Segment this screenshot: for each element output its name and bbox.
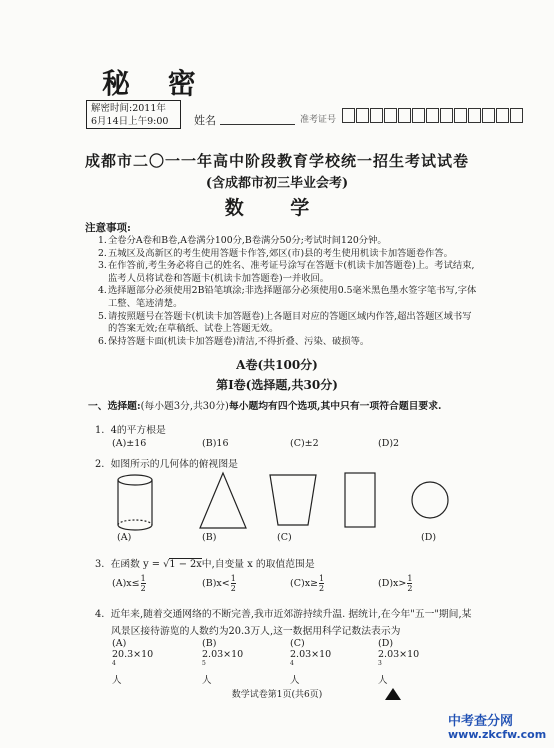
option-d: (D) 2.03×10 $^3$ 人 (378, 638, 420, 687)
declass-line-2: 6月14日上午9:00 (91, 116, 169, 127)
option-d: (D) x > 1 2 (378, 574, 413, 593)
exam-subtitle: (含成都市初三毕业会考) (205, 176, 349, 191)
triangle-marker-icon (385, 688, 401, 700)
watermark-url[interactable]: www.zkcfw.com (448, 728, 547, 741)
question-1: 1. 4的平方根是 (95, 425, 166, 436)
option-c: (C) x ≥ $\frac{1}{2}$ (290, 574, 325, 593)
note-item: 1. 全卷分A卷和B卷,A卷满分100分,B卷满分50分;考试时间120分钟。 (98, 235, 387, 246)
option-a: (A)±16 (112, 438, 147, 449)
option-c: (C) 2.03×10 $^4$ 人 (290, 638, 332, 687)
subject-title: 数 学 (224, 197, 330, 219)
question-4-options (112, 638, 419, 686)
declass-line-1: 解密时间:2011年 (91, 103, 166, 114)
figure-label-c: (C) (277, 532, 292, 543)
figure-label-d: (D) (421, 532, 437, 543)
secret-mark: 秘 密 (102, 67, 210, 100)
trapezoid-figure (270, 475, 316, 525)
section-a-title: A卷(共100分) (236, 358, 318, 372)
sqrt-expression: √1 − 2x (163, 559, 202, 570)
option-a: (A) x ≤ $\frac{1}{2}$ (112, 574, 146, 593)
name-label: 姓名 (194, 114, 216, 127)
rectangle-figure (345, 473, 375, 527)
question-3-options (112, 574, 412, 593)
triangle-figure (200, 473, 246, 528)
part-one-heading: 一、选择题:(每小题3分,共30分)每小题均有四个选项,其中只有一项符合题目要求. (88, 401, 442, 412)
id-number-boxes (342, 108, 524, 123)
figure-label-b: (B) (202, 532, 217, 543)
question-1-options (112, 438, 399, 449)
option-b: (B) x < 1 2 (202, 574, 236, 593)
question-4: 4. 近年来,随着交通网络的不断完善,我市近郊游持续升温. 据统计,在今年"五一"期间,某 风景区接待游览的人数约为20.3万人,这一数据用科学记数法表示为 (95, 609, 472, 637)
note-item: 3. 在作答前,考生务必将自己的姓名、准考证号涂写在答题卡(机读卡加答题卷)上。考试结束,监考人员将试卷和答题卡(机读卡加答题卷)一并收回。 (98, 260, 475, 284)
notes-heading: 注意事项: (85, 222, 131, 234)
section-one-title: 第Ⅰ卷(选择题,共30分) (216, 378, 338, 392)
declassification-box (86, 100, 181, 129)
circle-figure (412, 482, 448, 518)
figure-label-a: (A) (117, 532, 132, 543)
note-item: 5. 请按照题号在答题卡(机读卡加答题卷)上各题目对应的答题区域内作答,超出答题区域书写的答案无效;在草稿纸、试卷上答题无效。 (98, 310, 472, 335)
page-footer: 数学试卷第1页(共6页) (231, 690, 323, 700)
option-c: (C)±2 (290, 438, 319, 449)
cylinder-figure (118, 475, 152, 530)
question-2-figures (110, 470, 470, 540)
notes-list (98, 235, 478, 348)
question-2: 2. 如图所示的几何体的俯视图是 (95, 459, 238, 470)
option-d: (D)2 (378, 438, 400, 449)
option-b: (B)16 (202, 438, 229, 449)
option-a: (A) 20.3×10 $^4$ 人 (112, 638, 154, 687)
watermark-title: 中考查分网 (448, 714, 514, 729)
note-item: 6. 保持答题卡面(机读卡加答题卷)清洁,不得折叠、污染、破损等。 (98, 335, 370, 347)
note-item: 4. 选择题部分必须使用2B铅笔填涂;非选择题部分必须使用0.5毫米黑色墨水签字笔书写,字体工整、笔迹清楚。 (98, 285, 477, 309)
name-line (220, 124, 295, 125)
exam-title: 成都市二〇一一年高中阶段教育学校统一招生考试试卷 (84, 152, 469, 170)
option-b: (B) 2.03×10 $^5$ 人 (202, 638, 244, 687)
id-label: 准考证号 (300, 115, 337, 125)
note-item: 2. 五城区及高新区的考生使用答题卡作答,郊区(市)县的考生使用机读卡加答题卷作答。 (98, 247, 453, 259)
question-3: 3. 在函数 y = √1 − 2x中,自变量 x 的取值范围是 (95, 559, 315, 570)
